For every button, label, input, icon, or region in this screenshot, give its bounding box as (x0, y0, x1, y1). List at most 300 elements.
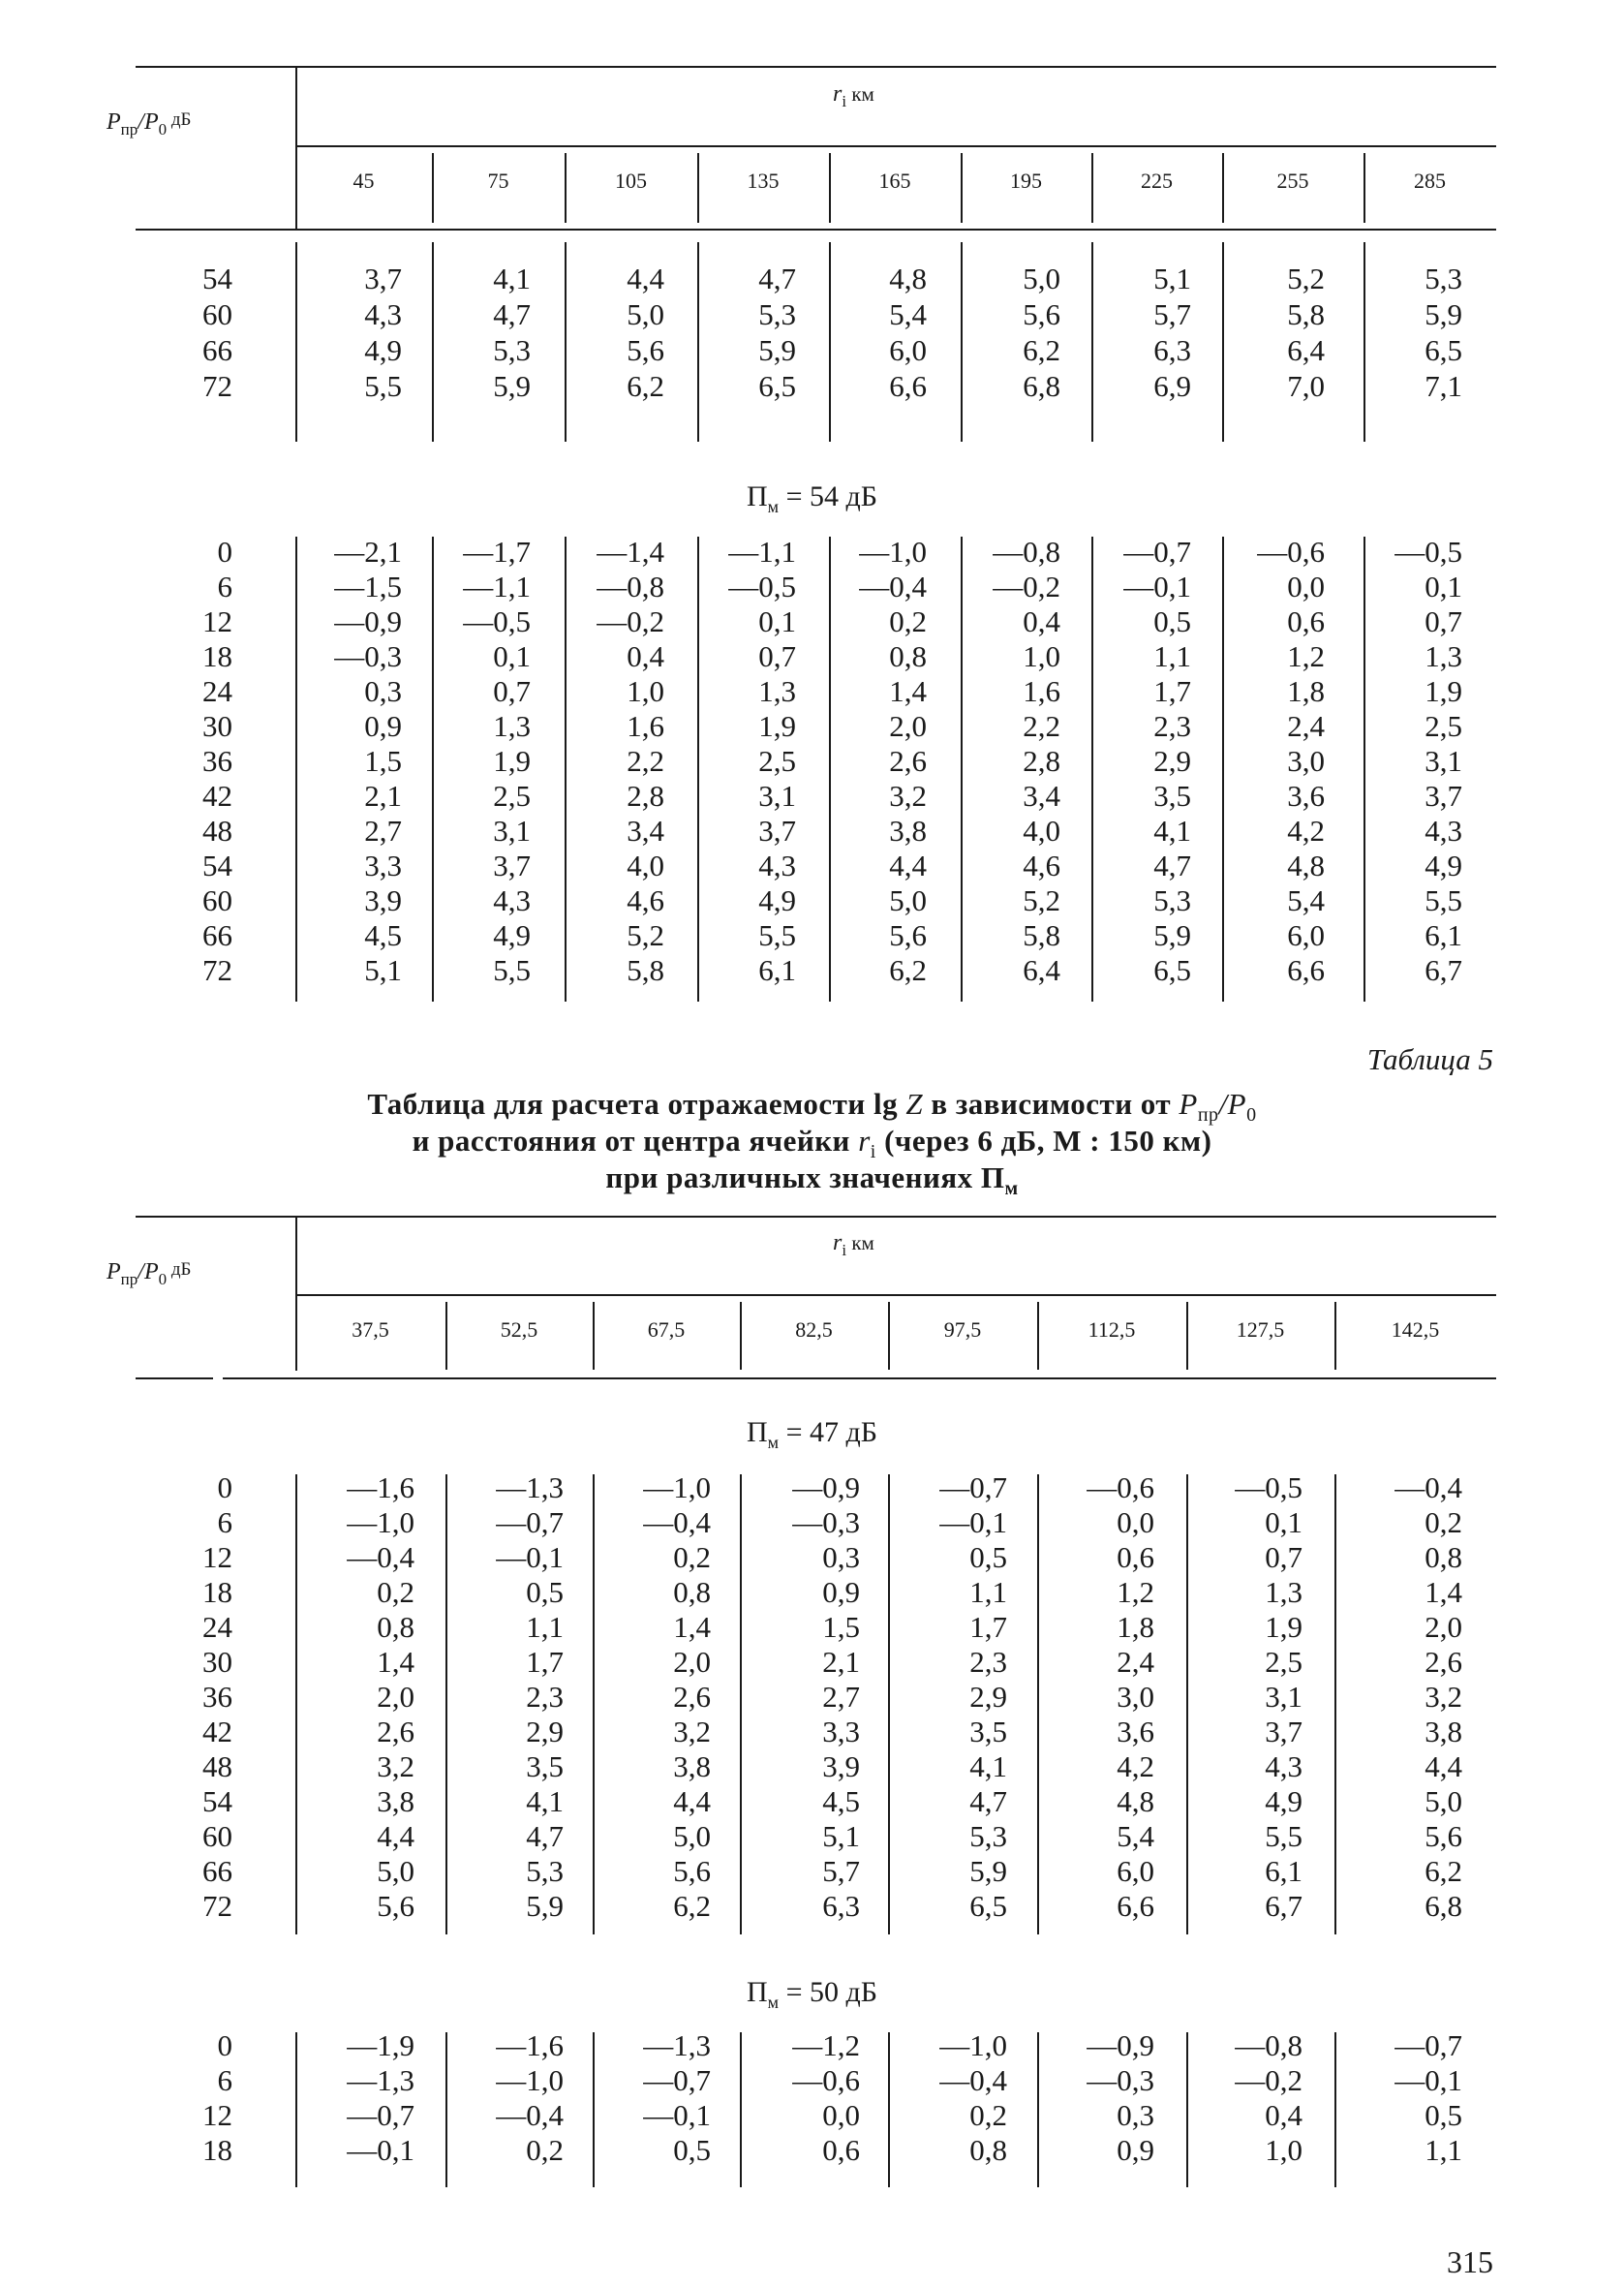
table-cell: 2,7 (822, 1680, 860, 1714)
table-cell: 2,6 (673, 1680, 711, 1714)
table5-block50-stub-divider (295, 2032, 297, 2187)
table5-block47-col-divider (740, 1474, 742, 1934)
table5-header-col-divider (445, 1302, 447, 1370)
table-cell: —0,8 (597, 570, 664, 603)
table-cell: —0,7 (643, 2063, 711, 2097)
pm-caption (0, 1976, 1624, 2013)
table-cell: 5,3 (1153, 883, 1191, 917)
table-cell: 3,5 (969, 1715, 1007, 1748)
table-cell: 1,3 (758, 674, 796, 708)
table-cell: —1,4 (597, 535, 664, 569)
p0-symbol: /P (138, 1259, 159, 1284)
table-cell: —1,1 (728, 535, 796, 569)
table-cell: 5,6 (1023, 297, 1060, 331)
table-cell: —0,8 (1235, 2028, 1302, 2062)
table-cell: 0,0 (822, 2098, 860, 2132)
table-cell: 4,1 (1153, 814, 1191, 848)
table-cell: 0,8 (1425, 1540, 1462, 1574)
table-cell: 4,7 (1153, 849, 1191, 882)
table-cell: 5,3 (1425, 262, 1462, 295)
table-cell: 1,7 (526, 1645, 564, 1679)
table-cell: 5,0 (377, 1854, 414, 1888)
table-cell: 6,6 (889, 369, 927, 403)
table-cell: —0,5 (728, 570, 796, 603)
table-cell: 2,9 (969, 1680, 1007, 1714)
table-cell: 5,0 (889, 883, 927, 917)
row-label: 60 (202, 883, 232, 917)
table-cell: —0,7 (939, 1470, 1007, 1504)
column-header: 112,5 (1088, 1317, 1136, 1342)
row-label: 72 (202, 1889, 232, 1923)
row-label: 18 (202, 639, 232, 673)
table-cell: 2,8 (627, 779, 664, 813)
table-cell: 0,6 (822, 2133, 860, 2167)
column-header: 255 (1276, 169, 1309, 193)
table-cell: 4,3 (758, 849, 796, 882)
table-cell: 3,7 (758, 814, 796, 848)
table-cell: 6,2 (889, 953, 927, 987)
table-cell: 0,9 (364, 709, 402, 743)
table-cell: —1,3 (347, 2063, 414, 2097)
table-cell: 0,4 (1023, 604, 1060, 638)
table5-header-col-divider (1037, 1302, 1039, 1370)
table-cell: 2,1 (364, 779, 402, 813)
table-cell: 2,2 (627, 744, 664, 778)
table-cell: 2,5 (758, 744, 796, 778)
table5-top-rule (136, 1216, 1496, 1218)
table-cell: 4,8 (1287, 849, 1325, 882)
table-cell: 5,4 (1287, 883, 1325, 917)
table-cell: 2,2 (1023, 709, 1060, 743)
table-cell: 5,9 (758, 333, 796, 367)
column-header: 165 (878, 169, 911, 193)
table5-block50-col-divider (888, 2032, 890, 2187)
table-cell: 6,7 (1425, 953, 1462, 987)
unit: дБ (167, 109, 192, 130)
table-cell: 3,1 (1265, 1680, 1302, 1714)
table5-block50-col-divider (1334, 2032, 1336, 2187)
table-cell: —0,7 (347, 2098, 414, 2132)
table-cell: 3,3 (364, 849, 402, 882)
table4-stub-divider (295, 66, 297, 231)
title-text: и расстояния от центра ячейки (412, 1124, 859, 1158)
table-cell: 5,2 (1023, 883, 1060, 917)
table-cell: 7,1 (1425, 369, 1462, 403)
ri-unit: км (846, 1231, 874, 1254)
table-cell: 5,5 (1425, 883, 1462, 917)
table-cell: 0,1 (1265, 1505, 1302, 1539)
table-cell: 1,6 (627, 709, 664, 743)
table-cell: 5,8 (627, 953, 664, 987)
table-cell: 5,6 (377, 1889, 414, 1923)
table-cell: 0,4 (627, 639, 664, 673)
table-cell: 1,9 (1265, 1610, 1302, 1644)
table-cell: 5,8 (1287, 297, 1325, 331)
table-cell: 1,5 (364, 744, 402, 778)
table-cell: —0,7 (496, 1505, 564, 1539)
table-cell: 1,4 (377, 1645, 414, 1679)
table-cell: 6,5 (1153, 953, 1191, 987)
table4-header-col-divider (697, 153, 699, 223)
column-header: 225 (1141, 169, 1173, 193)
pm-value: = 54 дБ (779, 480, 877, 512)
table-cell: 6,2 (1023, 333, 1060, 367)
table5-block47-stub-divider (295, 1474, 297, 1934)
table-cell: 6,9 (1153, 369, 1191, 403)
table-cell: —0,7 (1394, 2028, 1462, 2062)
table-cell: 6,2 (673, 1889, 711, 1923)
p-symbol: P (107, 109, 121, 135)
table-cell: 3,4 (1023, 779, 1060, 813)
table5-block47-col-divider (1334, 1474, 1336, 1934)
table-cell: 4,3 (1265, 1749, 1302, 1783)
pm-value: = 47 дБ (779, 1416, 877, 1448)
table-cell: —0,4 (347, 1540, 414, 1574)
table-cell: 0,2 (526, 2133, 564, 2167)
table-cell: 3,8 (673, 1749, 711, 1783)
table-cell: —1,3 (496, 1470, 564, 1504)
table-cell: —0,3 (792, 1505, 860, 1539)
table-cell: 2,0 (673, 1645, 711, 1679)
r-symbol: r (858, 1124, 871, 1158)
table-cell: 3,8 (1425, 1715, 1462, 1748)
column-header: 75 (487, 169, 509, 193)
table-title-line3 (0, 1160, 1624, 1200)
table-cell: 3,7 (364, 262, 402, 295)
header-col-label (107, 109, 191, 139)
table-cell: 1,4 (1425, 1575, 1462, 1609)
table-cell: 4,4 (1425, 1749, 1462, 1783)
column-header: 135 (747, 169, 780, 193)
pm-symbol: П (747, 1416, 768, 1448)
table5-block47-col-divider (888, 1474, 890, 1934)
table-cell: 0,9 (822, 1575, 860, 1609)
table-cell: 1,1 (526, 1610, 564, 1644)
table-cell: 3,1 (1425, 744, 1462, 778)
row-label: 60 (202, 297, 232, 331)
table-cell: 4,9 (1425, 849, 1462, 882)
p-symbol: P (1179, 1087, 1198, 1121)
table-cell: —2,1 (334, 535, 402, 569)
table-cell: —0,6 (1087, 1470, 1154, 1504)
row-label: 48 (202, 814, 232, 848)
r-sub: i (842, 1240, 847, 1259)
table-cell: 4,9 (364, 333, 402, 367)
table-label: Таблица 5 (1366, 1042, 1493, 1076)
row-label: 30 (202, 709, 232, 743)
table-cell: 0,9 (1117, 2133, 1154, 2167)
table-cell: 4,0 (627, 849, 664, 882)
table-cell: —1,3 (643, 2028, 711, 2062)
table-cell: 2,1 (822, 1645, 860, 1679)
table-cell: 3,8 (889, 814, 927, 848)
ri-unit: км (846, 82, 874, 106)
table-cell: 5,4 (889, 297, 927, 331)
table-cell: 5,0 (627, 297, 664, 331)
pm-sub: м (767, 1993, 780, 2012)
table-cell: —0,1 (643, 2098, 711, 2132)
title-text: в зависимости от (923, 1087, 1180, 1121)
column-header: 105 (615, 169, 647, 193)
table-cell: 4,9 (1265, 1784, 1302, 1818)
table5-header-col-divider (888, 1302, 890, 1370)
table-cell: 5,0 (1023, 262, 1060, 295)
r-sub: i (870, 1141, 876, 1163)
table-cell: —1,9 (347, 2028, 414, 2062)
row-label: 42 (202, 779, 232, 813)
table-cell: 6,0 (889, 333, 927, 367)
table-cell: 6,3 (1153, 333, 1191, 367)
table-cell: 3,0 (1117, 1680, 1154, 1714)
table-cell: —1,0 (939, 2028, 1007, 2062)
table-cell: 2,6 (377, 1715, 414, 1748)
table-cell: 5,9 (1425, 297, 1462, 331)
table-cell: 3,1 (493, 814, 531, 848)
table-cell: 6,1 (758, 953, 796, 987)
table-cell: —0,6 (1257, 535, 1325, 569)
table-cell: 1,9 (1425, 674, 1462, 708)
table-cell: —1,7 (463, 535, 531, 569)
pm-symbol: П (747, 1976, 768, 2008)
table-cell: 5,5 (364, 369, 402, 403)
table-cell: —0,1 (1123, 570, 1191, 603)
table-cell: 6,1 (1265, 1854, 1302, 1888)
table-cell: 0,3 (1117, 2098, 1154, 2132)
row-label: 42 (202, 1715, 232, 1748)
table-cell: 0,2 (377, 1575, 414, 1609)
table-cell: 3,9 (822, 1749, 860, 1783)
table-cell: —0,5 (1235, 1470, 1302, 1504)
table-cell: 2,7 (364, 814, 402, 848)
table-cell: 6,4 (1287, 333, 1325, 367)
table4-header-col-divider (961, 153, 963, 223)
table-cell: 5,2 (627, 918, 664, 952)
table-cell: 3,9 (364, 883, 402, 917)
table-cell: 0,0 (1287, 570, 1325, 603)
r-symbol: r (833, 81, 843, 107)
unit: дБ (167, 1259, 192, 1280)
table-cell: 0,2 (1425, 1505, 1462, 1539)
table-cell: 0,5 (526, 1575, 564, 1609)
table-cell: 0,7 (1265, 1540, 1302, 1574)
row-label: 30 (202, 1645, 232, 1679)
row-label: 24 (202, 674, 232, 708)
pm-symbol: П (747, 480, 768, 512)
row-label: 0 (217, 1470, 232, 1504)
table-cell: 6,3 (822, 1889, 860, 1923)
table-cell: 4,1 (493, 262, 531, 295)
table-cell: 3,4 (627, 814, 664, 848)
table-cell: 0,4 (1265, 2098, 1302, 2132)
table-cell: 4,8 (889, 262, 927, 295)
table-cell: 6,1 (1425, 918, 1462, 952)
row-label: 54 (202, 262, 232, 295)
table-cell: —0,2 (993, 570, 1060, 603)
row-label: 12 (202, 604, 232, 638)
table-cell: 1,2 (1117, 1575, 1154, 1609)
table-cell: 4,3 (493, 883, 531, 917)
table-cell: 5,3 (969, 1819, 1007, 1853)
row-label: 60 (202, 1819, 232, 1853)
table-cell: 2,4 (1287, 709, 1325, 743)
p0-symbol: /P (138, 109, 159, 135)
table-cell: 5,2 (1287, 262, 1325, 295)
table-cell: 4,2 (1117, 1749, 1154, 1783)
table-cell: 5,5 (758, 918, 796, 952)
table-cell: 0,6 (1287, 604, 1325, 638)
table-cell: 5,3 (758, 297, 796, 331)
table-cell: 1,8 (1287, 674, 1325, 708)
table-cell: 2,0 (377, 1680, 414, 1714)
pm-caption (0, 1416, 1624, 1453)
table-cell: 1,6 (1023, 674, 1060, 708)
table-cell: 4,4 (673, 1784, 711, 1818)
r-sub: i (842, 91, 847, 110)
column-header: 142,5 (1391, 1317, 1440, 1342)
table4-header-col-divider (565, 153, 567, 223)
table-cell: 4,1 (969, 1749, 1007, 1783)
table-cell: 0,1 (493, 639, 531, 673)
row-label: 36 (202, 744, 232, 778)
header-col-label (107, 1259, 191, 1289)
table-cell: 3,8 (377, 1784, 414, 1818)
table-cell: 0,2 (673, 1540, 711, 1574)
table5-stub-divider (295, 1216, 297, 1371)
pm-sub: м (767, 1433, 780, 1452)
table-cell: 4,7 (526, 1819, 564, 1853)
row-label: 12 (202, 2098, 232, 2132)
p-sub: пр (120, 119, 138, 139)
table-cell: 3,6 (1287, 779, 1325, 813)
table-cell: 1,4 (889, 674, 927, 708)
table-cell: 5,7 (822, 1854, 860, 1888)
table-cell: 2,5 (493, 779, 531, 813)
table-cell: 6,5 (1425, 333, 1462, 367)
table-cell: 2,6 (1425, 1645, 1462, 1679)
table-cell: 5,0 (1425, 1784, 1462, 1818)
table-cell: —0,1 (939, 1505, 1007, 1539)
table-cell: —0,9 (334, 604, 402, 638)
ri-header (833, 81, 874, 111)
table-cell: 3,7 (1265, 1715, 1302, 1748)
table-cell: 0,8 (969, 2133, 1007, 2167)
table-cell: 3,0 (1287, 744, 1325, 778)
column-header: 52,5 (500, 1317, 538, 1342)
table-cell: —0,5 (1394, 535, 1462, 569)
table4-header-col-divider (1364, 153, 1365, 223)
row-label: 12 (202, 1540, 232, 1574)
pm-value: = 50 дБ (779, 1976, 877, 2008)
table-cell: 1,3 (1425, 639, 1462, 673)
table-cell: 0,7 (758, 639, 796, 673)
table-cell: —0,1 (496, 1540, 564, 1574)
row-label: 72 (202, 369, 232, 403)
title-text: (через 6 дБ, М : 150 км) (875, 1124, 1212, 1158)
table-cell: 4,0 (1023, 814, 1060, 848)
row-label: 18 (202, 2133, 232, 2167)
table-cell: 6,0 (1117, 1854, 1154, 1888)
table-cell: 0,5 (1425, 2098, 1462, 2132)
table-cell: 4,3 (1425, 814, 1462, 848)
table-cell: 0,3 (364, 674, 402, 708)
table-cell: —0,6 (792, 2063, 860, 2097)
p-sub: пр (1197, 1104, 1219, 1127)
table-cell: 6,7 (1265, 1889, 1302, 1923)
table-cell: 5,9 (969, 1854, 1007, 1888)
table-cell: 4,1 (526, 1784, 564, 1818)
table-cell: 0,1 (1425, 570, 1462, 603)
table5-header-bottom-rule (223, 1377, 1496, 1379)
table-cell: 3,1 (758, 779, 796, 813)
table-cell: 4,9 (758, 883, 796, 917)
page-number: 315 (1447, 2244, 1493, 2279)
table-cell: 4,2 (1287, 814, 1325, 848)
table-cell: 4,9 (493, 918, 531, 952)
table-cell: —1,2 (792, 2028, 860, 2062)
table5-block50-col-divider (740, 2032, 742, 2187)
table-cell: 0,8 (673, 1575, 711, 1609)
table-cell: —1,0 (347, 1505, 414, 1539)
table-cell: 3,6 (1117, 1715, 1154, 1748)
table4-header-col-divider (432, 153, 434, 223)
table-cell: 6,8 (1023, 369, 1060, 403)
table-cell: 5,0 (673, 1819, 711, 1853)
table-cell: —0,4 (939, 2063, 1007, 2097)
table-cell: 2,4 (1117, 1645, 1154, 1679)
table-cell: —0,5 (463, 604, 531, 638)
column-header: 285 (1414, 169, 1446, 193)
table-cell: 5,1 (822, 1819, 860, 1853)
row-label: 0 (217, 2028, 232, 2062)
table5-header-col-divider (1334, 1302, 1336, 1370)
table-cell: 0,6 (1117, 1540, 1154, 1574)
column-header: 37,5 (352, 1317, 389, 1342)
table-cell: —0,1 (347, 2133, 414, 2167)
table-cell: 0,5 (969, 1540, 1007, 1574)
row-label: 54 (202, 849, 232, 882)
table-cell: 0,8 (377, 1610, 414, 1644)
pm-caption (0, 480, 1624, 517)
table4-header-mid-rule (297, 145, 1496, 147)
table-cell: 6,2 (627, 369, 664, 403)
p0-symbol: /P (1218, 1087, 1247, 1121)
table-cell: 4,3 (364, 297, 402, 331)
table-cell: 0,0 (1117, 1505, 1154, 1539)
table-cell: 3,3 (822, 1715, 860, 1748)
table-cell: 3,7 (1425, 779, 1462, 813)
table-cell: —1,0 (643, 1470, 711, 1504)
table5-header-col-divider (740, 1302, 742, 1370)
table-cell: 2,0 (889, 709, 927, 743)
table-cell: 4,4 (889, 849, 927, 882)
table-cell: 1,0 (627, 674, 664, 708)
table-cell: 4,4 (377, 1819, 414, 1853)
r-symbol: r (833, 1230, 843, 1255)
table-cell: 2,8 (1023, 744, 1060, 778)
table4-header-col-divider (1222, 153, 1224, 223)
table-cell: —0,4 (859, 570, 927, 603)
table-cell: —0,1 (1394, 2063, 1462, 2097)
row-label: 6 (217, 2063, 232, 2097)
table-cell: 1,9 (493, 744, 531, 778)
table-cell: 1,0 (1023, 639, 1060, 673)
table5-header-col-divider (593, 1302, 595, 1370)
table-cell: 1,1 (1425, 2133, 1462, 2167)
table4-header-col-divider (1091, 153, 1093, 223)
p0-sub: 0 (158, 119, 168, 139)
table-cell: 0,5 (673, 2133, 711, 2167)
table-cell: 0,1 (758, 604, 796, 638)
